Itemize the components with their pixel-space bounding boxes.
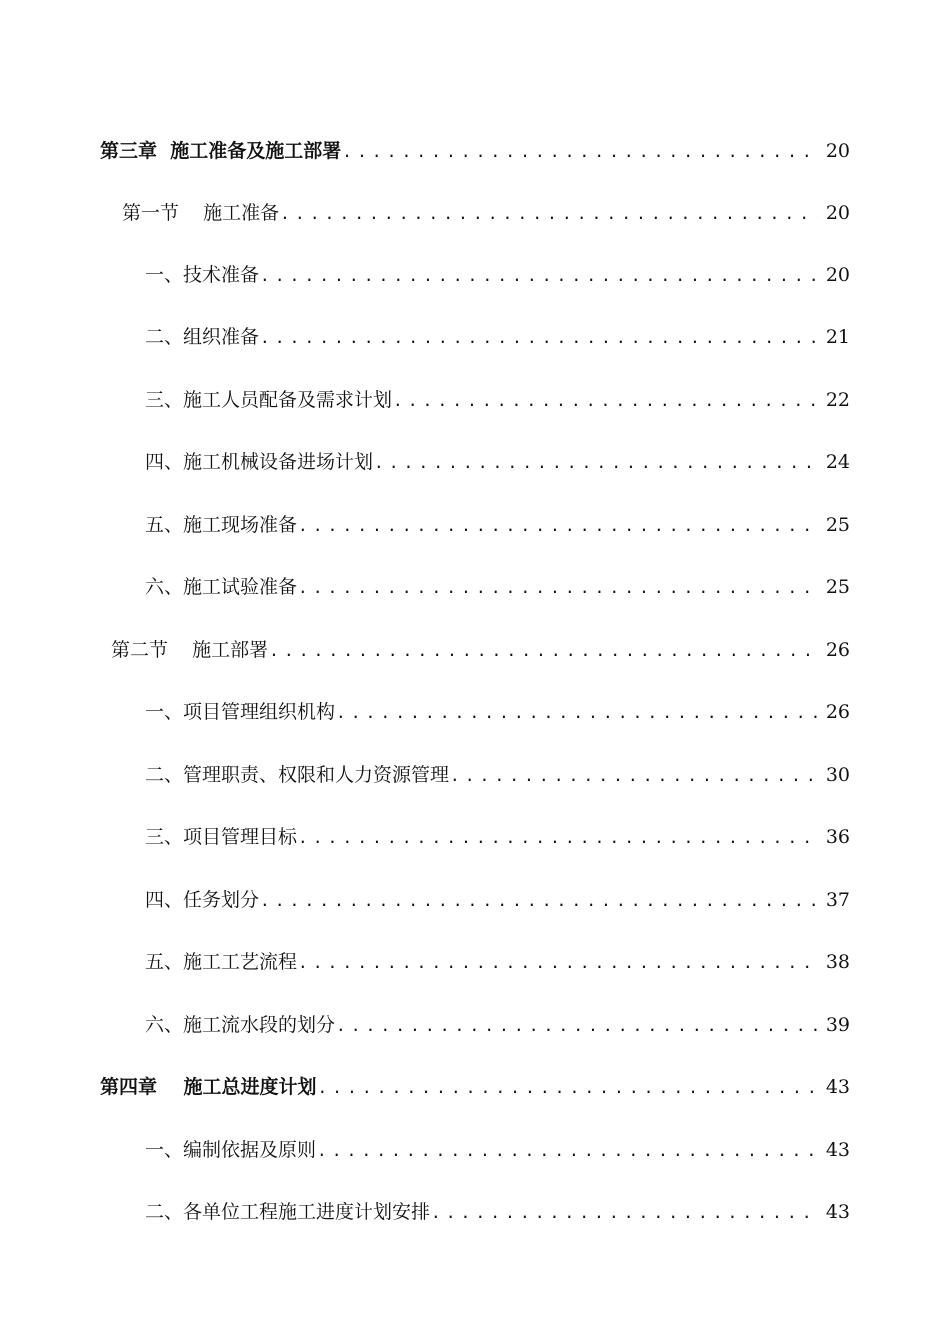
dot-leader: [280, 197, 818, 231]
toc-entry-title: 一、编制依据及原则: [145, 1139, 317, 1161]
toc-entry-item[interactable]: [0, 258, 850, 292]
toc-entry-item[interactable]: [0, 320, 850, 354]
dot-leader: [374, 446, 818, 480]
toc-entry-item[interactable]: [0, 445, 850, 479]
toc-entry-title: 一、项目管理组织机构: [145, 701, 336, 723]
toc-entry-page: 24: [825, 451, 850, 473]
toc-entry-page: 43: [825, 1139, 850, 1161]
toc-entry-title: 二、各单位工程施工进度计划安排: [145, 1201, 431, 1223]
dot-leader: [342, 135, 818, 169]
toc-entry-page: 37: [825, 889, 850, 911]
toc-entry-title: 三、施工人员配备及需求计划: [145, 389, 393, 411]
toc-entry-page: 20: [825, 264, 850, 286]
toc-entry-title: 四、施工机械设备进场计划: [145, 451, 374, 473]
toc-entry-page: 20: [825, 202, 850, 224]
toc-entry-item[interactable]: [0, 883, 850, 917]
toc-entry-item[interactable]: [0, 1008, 850, 1042]
dot-leader: [298, 509, 818, 543]
toc-entry-item[interactable]: [0, 508, 850, 542]
toc-entry-page: 25: [825, 576, 850, 598]
toc-entry-page: 25: [825, 514, 850, 536]
dot-leader: [336, 696, 818, 730]
toc-entry-item[interactable]: [0, 820, 850, 854]
toc-entry-page: 38: [825, 951, 850, 973]
toc-entry-title: 第三章 施工准备及施工部署: [100, 140, 342, 162]
toc-entry-title: 六、施工试验准备: [145, 576, 298, 598]
toc-entry-page: 26: [825, 639, 850, 661]
dot-leader: [298, 946, 818, 980]
toc-entry-title: 二、组织准备: [145, 326, 260, 348]
toc-entry-section[interactable]: [0, 196, 850, 230]
toc-entry-page: 21: [825, 326, 850, 348]
toc-entry-title: 六、施工流水段的划分: [145, 1014, 336, 1036]
toc-entry-title: 四、任务划分: [145, 889, 260, 911]
dot-leader: [298, 571, 818, 605]
toc-entry-item[interactable]: [0, 383, 850, 417]
toc-entry-page: 30: [825, 764, 850, 786]
toc-entry-item[interactable]: [0, 1133, 850, 1167]
toc-entry-item[interactable]: [0, 945, 850, 979]
toc-entry-item[interactable]: [0, 758, 850, 792]
toc-entry-chapter[interactable]: [0, 1070, 850, 1104]
toc-entry-chapter[interactable]: [0, 134, 850, 168]
dot-leader: [431, 1196, 818, 1230]
dot-leader: [317, 1071, 818, 1105]
toc-entry-title: 五、施工工艺流程: [145, 951, 298, 973]
dot-leader: [260, 321, 818, 355]
toc-entry-title: 三、项目管理目标: [145, 826, 298, 848]
dot-leader: [260, 884, 818, 918]
toc-entry-title: 二、管理职责、权限和人力资源管理: [145, 764, 450, 786]
dot-leader: [260, 259, 818, 293]
dot-leader: [317, 1134, 818, 1168]
toc-entry-page: 43: [825, 1201, 850, 1223]
toc-entry-item[interactable]: [0, 695, 850, 729]
toc-entry-item[interactable]: [0, 570, 850, 604]
toc-entry-page: 39: [825, 1014, 850, 1036]
dot-leader: [336, 1009, 818, 1043]
dot-leader: [450, 759, 818, 793]
dot-leader: [393, 384, 818, 418]
dot-leader: [269, 634, 818, 668]
toc-entry-item[interactable]: [0, 1195, 850, 1229]
toc-entry-page: 22: [825, 389, 850, 411]
toc-entry-title: 五、施工现场准备: [145, 514, 298, 536]
toc-entry-title: 第一节 施工准备: [122, 202, 280, 224]
toc-entry-page: 26: [825, 701, 850, 723]
toc-entry-page: 36: [825, 826, 850, 848]
dot-leader: [298, 821, 818, 855]
toc-entry-page: 20: [825, 140, 850, 162]
toc-entry-section[interactable]: [0, 633, 850, 667]
toc-entry-title: 第二节 施工部署: [111, 639, 269, 661]
toc-entry-page: 43: [825, 1076, 850, 1098]
toc-entry-title: 第四章 施工总进度计划: [100, 1076, 317, 1098]
toc-entry-title: 一、技术准备: [145, 264, 260, 286]
